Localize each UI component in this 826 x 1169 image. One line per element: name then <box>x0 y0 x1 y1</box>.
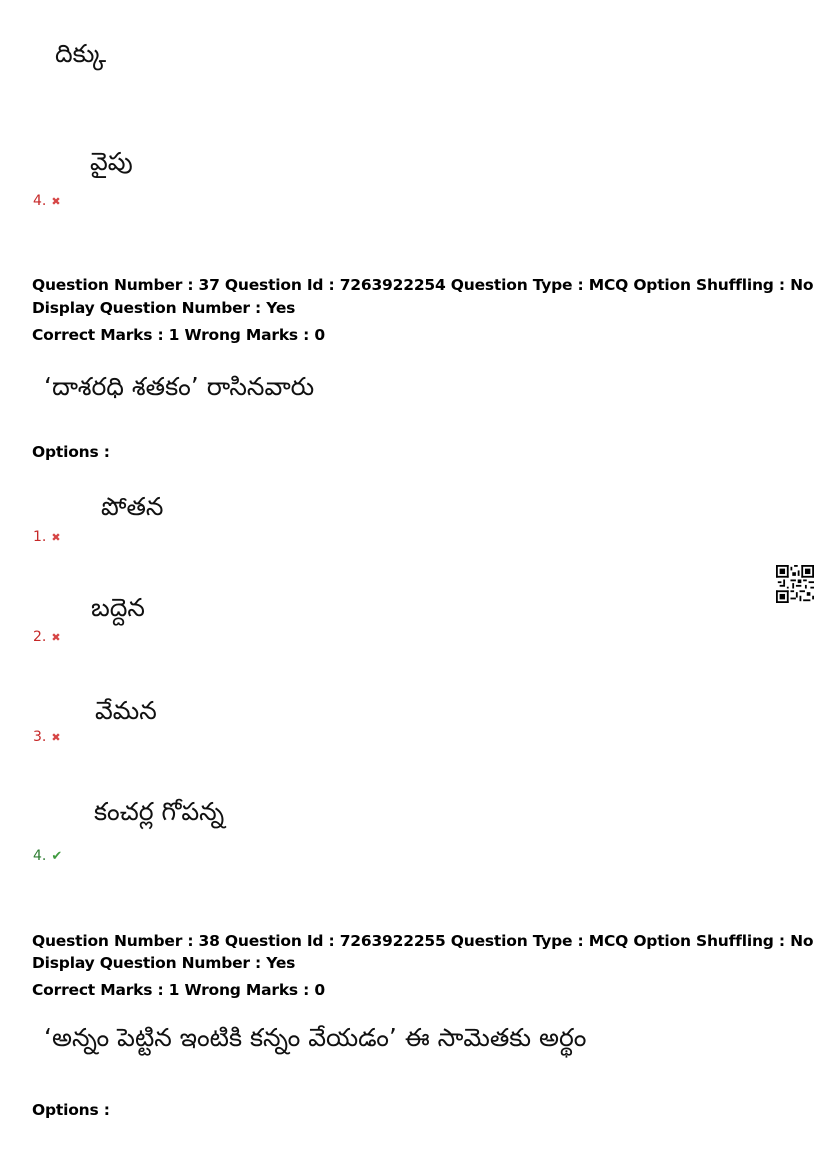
q38-question-text: ‘అన్నం పెట్టిన ఇంటికి కన్నం వేయడం’ ఈ సామెతకు అర్థం <box>44 1023 587 1052</box>
q37-option4-label <box>33 847 62 865</box>
q37-meta-line2: Display Question Number : Yes <box>32 299 296 317</box>
option-number: 1. <box>33 529 47 545</box>
wrong-icon: ✖ <box>51 530 61 544</box>
q37-option4-text: కంచర్ల గోపన్న <box>94 797 225 826</box>
q38-options-label: Options : <box>32 1101 110 1119</box>
q37-option1-label <box>33 528 61 546</box>
q38-meta-line2: Display Question Number : Yes <box>32 954 296 972</box>
q37-question-text: ‘దాశరధి శతకం’ రాసినవారు <box>44 372 315 401</box>
option-number: 2. <box>33 629 47 645</box>
prev-option4-text: వైపు <box>90 147 133 176</box>
qr-code-icon <box>776 565 814 603</box>
q37-meta-line1: Question Number : 37 Question Id : 7263922254 Question Type : MCQ Option Shuffling : No <box>32 276 814 294</box>
q37-option3-text: వేమన <box>95 696 157 725</box>
wrong-icon: ✖ <box>51 730 61 744</box>
q38-meta-line3: Correct Marks : 1 Wrong Marks : 0 <box>32 981 325 999</box>
q37-option2-text: బద్దెన <box>91 593 145 622</box>
q37-meta-line3: Correct Marks : 1 Wrong Marks : 0 <box>32 326 325 344</box>
option-number: 3. <box>33 729 47 745</box>
wrong-icon: ✖ <box>51 630 61 644</box>
q37-option1-text: పోతన <box>101 492 164 521</box>
option-number: 4. <box>33 193 47 209</box>
wrong-icon: ✖ <box>51 194 61 208</box>
q38-meta-line1: Question Number : 38 Question Id : 7263922255 Question Type : MCQ Option Shuffling : No <box>32 932 814 950</box>
check-icon: ✔ <box>51 848 63 864</box>
q37-options-label: Options : <box>32 443 110 461</box>
option-number: 4. <box>33 848 47 864</box>
prev-option3-text: దిక్కు <box>55 39 107 68</box>
q37-option3-label <box>33 728 61 746</box>
q37-option2-label <box>33 628 61 646</box>
prev-option4-label <box>33 192 61 210</box>
